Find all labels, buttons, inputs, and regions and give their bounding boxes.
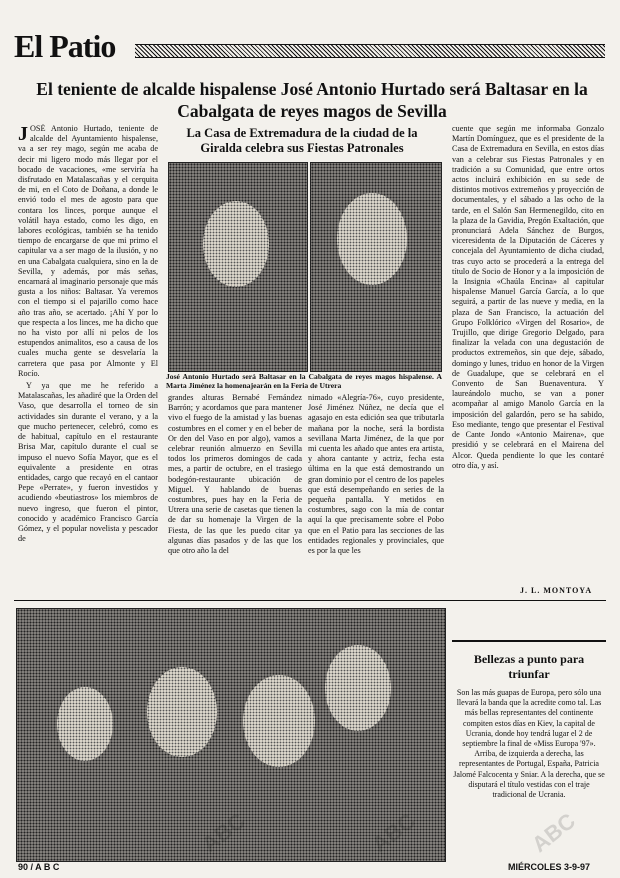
main-headline: El teniente de alcalde hispalense José Antonio Hurtado será Baltasar en la Cabalgata de reyes magos de Sevilla xyxy=(36,79,588,121)
left-article-paragraph-2: Y ya que me he referido a Matalascañas, les añadiré que la Orden del Vaso, que desarrolla el torneo de sin actividades sin durante el verano, y a la que mucho pertenecer, celebró, como es de habitual, capítulo en el restaurante Brisa Mar, capítulo durante el cual se impuso el nuevo Sofía Mayor, que es el equivalente a presidente en otras entidades, cargo que recayó en el cantaor Pepe «Perrate», y fueron investidos y acudiendo «beutiastros» los miembros de nuevo ingreso, que fueron el pintor, conocido y académico Francisco García Gómez, y el popular novelista y pescador de xyxy=(18,381,158,544)
beauty-box-text: Son las más guapas de Europa, pero sólo una llevará la banda que la acredite como tal. Las más bellas representantes del continente compiten estos días en Kiev, la capital de Ucrania, donde hoy tendrá lugar el 2 de septiembre la final de «Miss Europa '97». Arriba, de izquierda a derecha, las representantes de Portugal, España, Patricia Jalomé Falcocenta y Sniar. A la derecha, que se disputará el título vestidas con el traje tradicional de Ucrania. xyxy=(453,688,605,800)
contestant-face xyxy=(243,675,315,767)
dropcap-letter: J xyxy=(18,124,28,145)
center-subhead: La Casa de Extremadura de la ciudad de la Giralda celebra sus Fiestas Patronales xyxy=(186,126,418,155)
photo-caption: José Antonio Hurtado será Baltasar en la Cabalgata de reyes magos hispalense. A Marta Jiménez la homenajearán en la Feria de Utrera xyxy=(166,372,442,391)
contestant-face xyxy=(147,667,217,757)
portrait-face xyxy=(203,201,269,287)
center-column-1: grandes alturas Bernabé Fernández Barrón; y acordamos que para mantener vivo el fuego de la amistad y las buenas costumbres en el comer y en el beber de Or den del Vaso en por algo), vamos a celebrar reunión almuerzo en Sevilla todos los primeros domingos de cada mes, a partir de octubre, en el trasiego bodegón-restaurante ubicación de Miguel. Y hablando de buenas costumbres, pues hay en la Feria de Utrera una serie de casetas que tienen la de dar su homenaje la Virgen de la Fiesta, de las que les puedo citar ya algunas días pasados y de las que los que otro año la del xyxy=(168,393,302,556)
divider-rule xyxy=(14,600,606,601)
abc-watermark: ABC xyxy=(367,808,421,858)
byline-signature: J. L. MONTOYA xyxy=(520,586,593,595)
contestant-face xyxy=(57,687,113,761)
beauty-box xyxy=(452,640,606,864)
center-column-2: nimado «Alegría-76», cuyo presidente, José Jiménez Núñez, ne decía que el agasajo en esta edición sea que tributarla mañana por la noche, será la bordista sevillana Marta Jiménez, de la que por mi cuenta les añado que antes era artista, y ahora cantante y actriz, fecha esta última en la que está demostrando un gran dominio por el centro de los papeles que está desempeñando en series de la pequeña pantalla. Y metidos en costumbres, sago con la mía de contar aquí la que precisamente sobre el Pobo que en el Patio para las secciones de las entidades regionales y provinciales, que es por la que les xyxy=(308,393,444,556)
page-number: 90 / A B C xyxy=(18,862,60,872)
abc-watermark: ABC xyxy=(527,808,581,858)
right-column: cuente que según me informaba Gonzalo Martín Domínguez, que es el presidente de la Casa de Extremadura en Sevilla, en estos días van a celebrar sus Fiestas Patronales y en tradición a su Comunidad, que entre ortos actos incluirá exhibición en su sede de distintos motivos extremeños y proyección de documentales, y el sábado a las ocho de la tarde, en el Salón San Hermenegildo, cito en la plaza de la Gavidia, Pregón Exaltación, que pronunciará Adela Sánchez de Burgos, viceresidenta de la Diputación de Cáceres y concejala del Ayuntamiento de dicha ciudad, tras cuyo acto se procederá a la entrega del título de Socio de Honor y a la imposición de la Insignia «Chaúla Encina» al capitular hispalense Manuel García García, a lo que seguirá, a partir de las nueve y media, en la plaza de San Francisco, la actuación del Grupo Folklórico «Virgen del Rosario», de Trujillo, que dirige Gregorio Delgado, para finalizar la velada con una degustación de productos extremeños, sin que deje, sábado, domingo y lunes, triduo en honor de la Virgen de Guadalupe, que se celebrará en el Convento de San Buenaventura. Y laureándolo mucho, se van a poner acompañar al amigo Manolo García en la imposición del galardón, pero se ha sabido, Eso mediante, tengo que presentar el Festival de Cante Jondo «Antonio Mairena», que presidió y se celebrará en el Mairena del Alcor. Queda pendiente lo que les contaré otro día, y así. xyxy=(452,124,604,470)
photo-hurtado xyxy=(168,162,308,372)
photo-marta-jimenez xyxy=(310,162,442,372)
left-article-paragraph-1: OSÉ Antonio Hurtado, teniente de alcalde del Ayuntamiento hispalense, va a ser rey mago, según me acaba de decir mi ligero modo más llegar por el bocado de vacaciones, «me serviría ha disfrutado en Matalascañas y el cerquita de mi, en el Coto de Doñana, a donde le envió todo el mes de agosto para que contara los linces, porque aunque el volátil haya estado, como les digo, en labores ecológicas, también se ha tenido tiempo de encargarse de que mi primo el capitular va a ser mago de la ilusión, y no en una Cabalgata cualquiera, sino en la de Sevilla, y además, por más señas, encarnará al imaginario personaje que más gusta a los niños: Baltasar. Ya veremos con el tiempo si el pajarillo como hace año tras año, se acertado. ¡Ahí Y por lo que respecta a los linces, me ha dicho que no ha visto por allí ni pelos de los estupendos animalitos, eso a causa de los cuales mucha gente se desvelaría la carretera que pasa por Almonte y El Rocío. xyxy=(18,124,158,378)
contestant-face xyxy=(325,645,391,731)
section-header-band xyxy=(135,44,605,58)
beauty-box-title: Bellezas a punto para triunfar xyxy=(473,652,585,681)
abc-watermark: ABC xyxy=(197,808,251,858)
portrait-face xyxy=(337,193,407,285)
section-title: El Patio xyxy=(14,28,116,64)
issue-date: MIÉRCOLES 3-9-97 xyxy=(508,862,591,872)
left-article-column xyxy=(18,124,158,650)
